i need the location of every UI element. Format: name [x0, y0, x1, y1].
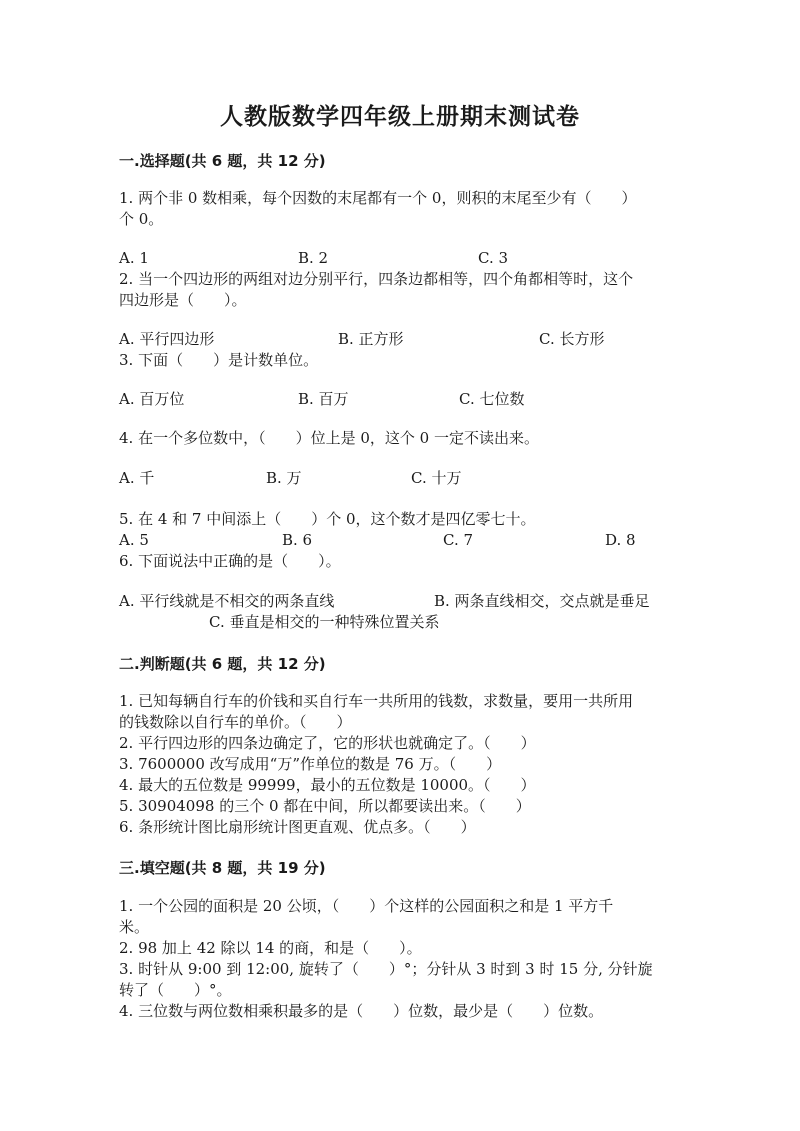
- question-text: 4. 在一个多位数中，（ ）位上是 0，这个 0 一定不读出来。: [119, 429, 539, 447]
- option-b: B. 正方形: [338, 330, 404, 348]
- option-c: C. 十万: [411, 469, 462, 487]
- question-text: 1. 已知每辆自行车的价钱和买自行车一共所用的钱数，求数量，要用一共所用: [119, 692, 634, 710]
- option-b: B. 2: [298, 249, 329, 267]
- question-text: 1. 一个公园的面积是 20 公顷，（ ）个这样的公园面积之和是 1 平方千: [119, 897, 614, 915]
- option-b: B. 百万: [298, 390, 349, 408]
- question-text: 5. 30904098 的三个 0 都在中间，所以都要读出来。（ ）: [119, 797, 531, 815]
- option-d: D. 8: [605, 531, 636, 549]
- section-heading-choice: 一.选择题(共 6 题，共 12 分): [119, 152, 326, 170]
- section-heading-fill: 三.填空题(共 8 题，共 19 分): [119, 859, 326, 877]
- question-text: 2. 98 加上 42 除以 14 的商，和是（ ）。: [119, 939, 422, 957]
- question-text: 1. 两个非 0 数相乘，每个因数的末尾都有一个 0，则积的末尾至少有（ ）: [119, 189, 637, 207]
- option-c: C. 长方形: [539, 330, 605, 348]
- question-text: 5. 在 4 和 7 中间添上（ ）个 0，这个数才是四亿零七十。: [119, 510, 536, 528]
- question-text: 4. 最大的五位数是 99999，最小的五位数是 10000。（ ）: [119, 776, 536, 794]
- option-b: B. 两条直线相交，交点就是垂足: [434, 592, 650, 610]
- question-text: 2. 平行四边形的四条边确定了，它的形状也就确定了。（ ）: [119, 734, 536, 752]
- option-a: A. 平行四边形: [119, 330, 215, 348]
- question-text: 3. 7600000 改写成用“万”作单位的数是 76 万。（ ）: [119, 755, 502, 773]
- page-title: 人教版数学四年级上册期末测试卷: [220, 103, 580, 130]
- option-b: B. 6: [282, 531, 313, 549]
- question-text: 的钱数除以自行车的单价。（ ）: [119, 713, 352, 731]
- option-c: C. 垂直是相交的一种特殊位置关系: [209, 613, 440, 631]
- option-a: A. 百万位: [119, 390, 185, 408]
- option-b: B. 万: [266, 469, 302, 487]
- section-heading-judge: 二.判断题(共 6 题，共 12 分): [119, 655, 326, 673]
- option-c: C. 7: [443, 531, 474, 549]
- option-a: A. 平行线就是不相交的两条直线: [119, 592, 335, 610]
- question-text: 四边形是（ ）。: [119, 291, 247, 309]
- option-c: C. 3: [478, 249, 509, 267]
- question-text: 转了（ ）°。: [119, 981, 232, 999]
- question-text: 米。: [119, 918, 150, 936]
- question-text: 3. 下面（ ）是计数单位。: [119, 351, 319, 369]
- option-c: C. 七位数: [459, 390, 525, 408]
- option-a: A. 1: [119, 249, 149, 267]
- question-text: 6. 下面说法中正确的是（ ）。: [119, 552, 341, 570]
- question-text: 2. 当一个四边形的两组对边分别平行，四条边都相等，四个角都相等时，这个: [119, 270, 634, 288]
- question-text: 3. 时针从 9:00 到 12:00, 旋转了（ ）°；分针从 3 时到 3 时 15 分, 分针旋: [119, 960, 653, 978]
- question-text: 6. 条形统计图比扇形统计图更直观、优点多。（ ）: [119, 818, 476, 836]
- question-text: 个 0。: [119, 210, 164, 228]
- option-a: A. 5: [119, 531, 149, 549]
- question-text: 4. 三位数与两位数相乘积最多的是（ ）位数，最少是（ ）位数。: [119, 1002, 604, 1020]
- option-a: A. 千: [119, 469, 155, 487]
